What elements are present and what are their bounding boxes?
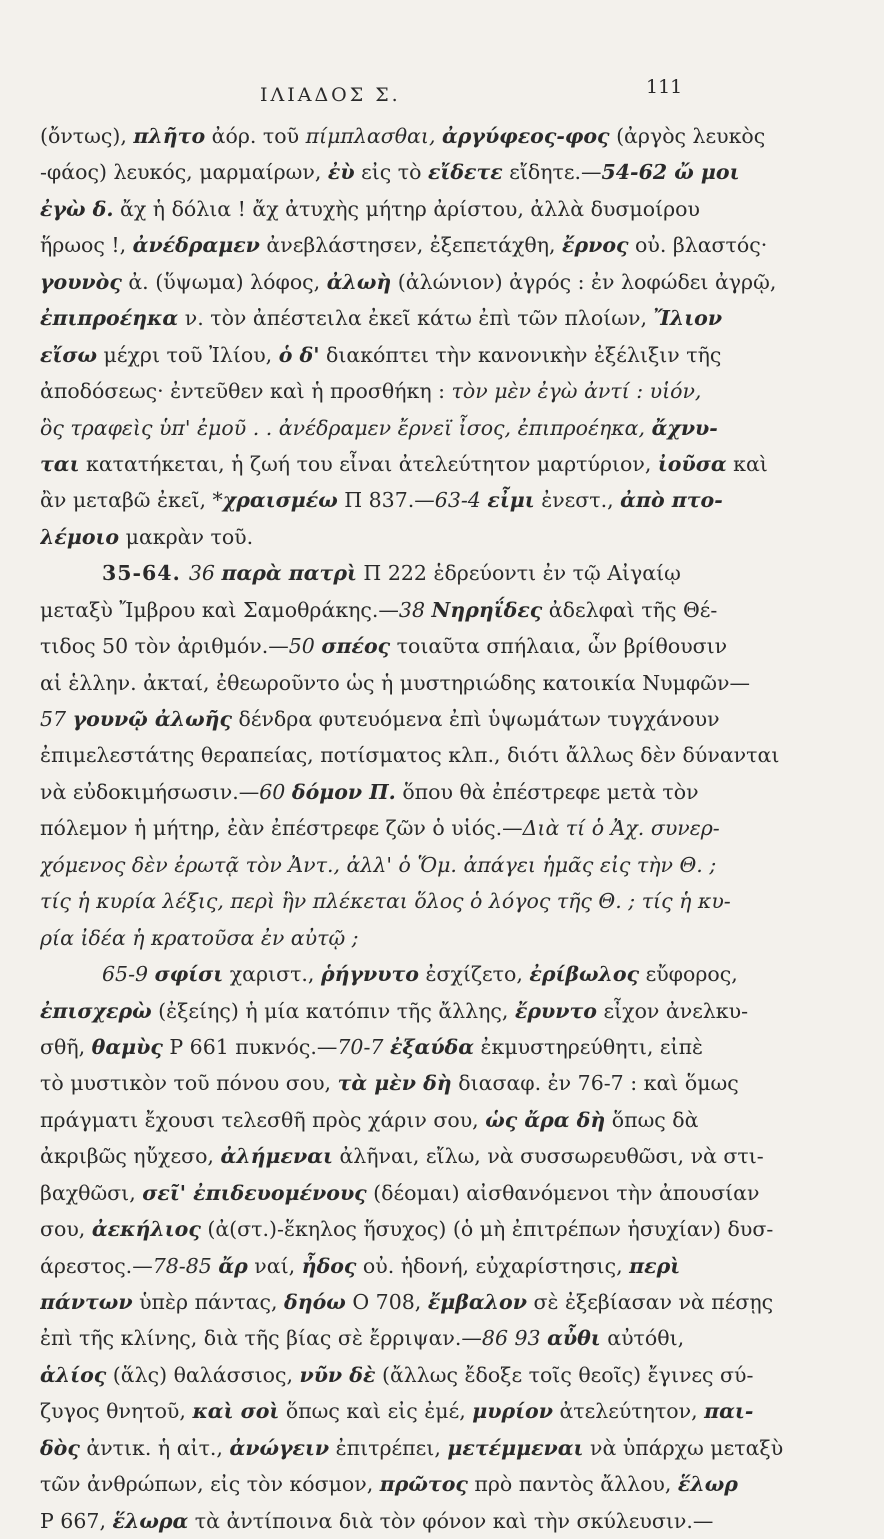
text-line [40, 628, 840, 664]
text-run: Ο 708, [345, 1290, 428, 1314]
text-line [40, 956, 840, 992]
text-line [40, 1138, 840, 1174]
text-run: πόλεμον ἡ μήτηρ, ἐὰν ἐπέστρεφε ζῶν ὁ υἱός.— [40, 816, 523, 841]
lemma-term: ἐρίβωλος [529, 962, 640, 987]
text-line [40, 847, 840, 883]
text-line [40, 1175, 840, 1211]
text-line [40, 482, 840, 518]
section-number: 35-64. [102, 561, 189, 586]
lemma-term: ὁ δ' [278, 342, 320, 367]
text-run: ἥρωος !, [40, 233, 133, 258]
text-run: σου, [40, 1217, 92, 1242]
text-line [40, 701, 840, 737]
text-run: πράγματι ἔχουσι τελεσθῆ πρὸς χάριν σου, [40, 1107, 486, 1132]
text-line [40, 300, 840, 336]
lemma-term: ἄρ [218, 1253, 248, 1278]
lemma-term: ἀλήμεναι [220, 1144, 333, 1169]
text-line [40, 519, 840, 555]
text-run: εἰς τὸ [354, 160, 428, 185]
lemma-term: μυρίον [472, 1399, 553, 1424]
text-run: ἀνέδραμεν ἔρνεϊ ἶσος, ἐπιπροέηκα, [278, 415, 652, 440]
text-run: τιδος 50 τὸν ἀριθμόν.— [40, 634, 289, 659]
text-line [40, 1284, 840, 1320]
lemma-term: περὶ [629, 1253, 681, 1278]
text-run: οὐ. βλαστός· [628, 233, 768, 258]
text-run: αἱ ἑλλην. ἀκταί, ἐθεωροῦντο ὡς ἡ μυστηριώδης κατοικία Νυμφῶν— [40, 670, 750, 695]
text-line [40, 1248, 840, 1284]
text-run: μακρὰν τοῦ. [119, 524, 254, 549]
text-run: χαριστ., [223, 962, 321, 987]
lemma-term: ἔμβαλον [427, 1290, 527, 1314]
lemma-term: ἀεκήλιος [91, 1217, 201, 1242]
text-run: ἀδελφαὶ τῆς Θέ- [542, 597, 718, 622]
text-line [40, 446, 840, 482]
text-run: 50 [288, 634, 315, 659]
text-line [40, 665, 840, 701]
text-line [40, 1029, 840, 1065]
text-run: (ἀ(στ.)-ἕκηλος ἥσυχος) (ὁ μὴ ἐπιτρέπων ἡσυχίαν) δυσ- [200, 1217, 774, 1242]
text-run: ἀκριβῶς ηὔχεσο, [40, 1144, 221, 1169]
text-run: ἀλῆναι, εἴλω, νὰ συσσωρευθῶσι, νὰ στι- [332, 1144, 764, 1169]
lemma-term: αὖθι [547, 1326, 601, 1351]
lemma-term: ἀπὸ πτο- [620, 488, 723, 513]
text-run: ζυγος θνητοῦ, [40, 1399, 193, 1424]
running-title: ΙΛΙΑΔΟΣ Σ. [260, 84, 401, 106]
text-run: μέχρι τοῦ Ἰλίου, [97, 342, 279, 367]
lemma-term: νῦν δὲ [299, 1362, 376, 1387]
text-line [40, 373, 840, 409]
text-run: αὐτόθι, [600, 1326, 685, 1351]
text-run: τῶν ἀνθρώπων, εἰς τὸν κόσμον, [40, 1472, 380, 1497]
lemma-term: παρὰ πατρὶ [221, 561, 357, 586]
text-line [40, 1503, 840, 1539]
lemma-term: ἁλίος [40, 1362, 107, 1387]
text-line [40, 1102, 840, 1138]
text-run: εἶχον ἀνελκυ- [596, 998, 749, 1023]
text-run: ἀτελεύτητον, [552, 1399, 705, 1424]
lemma-term: ἐπισχερὼ [40, 998, 152, 1023]
lemma-term: σπέος [321, 634, 391, 659]
text-run: (ἄλλως ἔδοξε τοῖς θεοῖς) ἔγινες σύ- [375, 1362, 754, 1387]
text-line [40, 118, 840, 154]
lemma-term: λέμοιο [40, 524, 120, 549]
text-run: ἐπιτρέπει, [329, 1435, 448, 1460]
lemma-term: ἰοῦσα [657, 451, 727, 476]
text-run: ἀποδόσεως· ἐντεῦθεν καὶ ἡ προσθήκη : [40, 379, 452, 404]
text-run: τοιαῦτα σπήλαια, ὧν βρίθουσιν [390, 634, 728, 659]
lemma-term: θαμὺς [91, 1034, 163, 1059]
text-run: 78-85 [152, 1253, 212, 1278]
lemma-term: ἀνέδραμεν [132, 233, 260, 258]
text-run: (ἀργὸς λευκὸς [609, 124, 766, 148]
lemma-term: πάντων [40, 1290, 133, 1314]
lemma-term: ἦδος [301, 1253, 357, 1278]
lemma-term: ἀλωὴ [326, 269, 392, 294]
text-line [40, 737, 840, 773]
text-line [40, 993, 840, 1029]
text-line [40, 337, 840, 373]
text-run: ἐσχίζετο, [418, 962, 530, 987]
lemma-term: σεῖ' ἐπιδευομένους [142, 1180, 367, 1205]
text-run: Π 837.— [337, 488, 435, 513]
text-run: τὸν μὲν ἐγὼ ἀντί : υἱόν, [451, 379, 702, 404]
text-run: 54-62 ὤ μοι [601, 160, 740, 185]
lemma-term: ἐξαύδα [389, 1034, 475, 1059]
lemma-term: ται [40, 451, 80, 476]
text-line [40, 1357, 840, 1393]
text-line [40, 920, 840, 956]
text-run: εὔφορος, [639, 962, 738, 987]
text-run: ὑπὲρ πάντας, [132, 1290, 285, 1314]
text-run: ἂν μεταβῶ ἐκεῖ, * [40, 488, 223, 513]
text-run: Π 222 ἑδρεύοντι ἐν τῷ Αἰγαίῳ [356, 561, 681, 586]
text-run: (δέομαι) αἰσθανόμενοι τὴν ἀπουσίαν [366, 1180, 760, 1205]
lemma-term: ἔρνος [562, 233, 629, 258]
lemma-term: ἀνώγειν [229, 1435, 330, 1460]
text-run: 63-4 [434, 488, 481, 513]
text-run: τὰ ἀντίποινα διὰ τὸν φόνον καὶ τὴν σκύλευσιν.— [188, 1508, 714, 1533]
text-line [40, 810, 840, 846]
lemma-term: πλῆτο [133, 124, 206, 148]
text-run: -φάος) λευκός, μαρμαίρων, [40, 160, 328, 185]
lemma-term: ἕλωρ [677, 1472, 738, 1497]
text-line [40, 1211, 840, 1247]
text-run: νὰ ὑπάρχω μεταξὺ [583, 1435, 784, 1460]
text-run: Διὰ τί ὁ Ἀχ. συνερ- [522, 816, 720, 841]
lemma-term: ἔρυντο [514, 998, 597, 1023]
text-run: πίμπλασθαι, [305, 124, 436, 148]
text-run: χόμενος δὲν ἐρωτᾷ τὸν Ἀντ., ἀλλ' ὁ Ὅμ. ἀπάγει ἡμᾶς εἰς τὴν Θ. ; [40, 852, 717, 877]
text-run: ἐκμυστηρεύθητι, εἰπὲ [474, 1034, 704, 1059]
text-line [40, 191, 840, 227]
text-run: ἐνεστ., [534, 488, 621, 513]
lemma-term: ἕλωρα [112, 1508, 189, 1533]
lemma-term: εἴσω [40, 342, 98, 367]
text-line [40, 1466, 840, 1502]
text-line [40, 1393, 840, 1429]
text-line [40, 154, 840, 190]
text-run: 36 [188, 561, 222, 586]
text-run: ἀόρ. τοῦ [205, 124, 306, 148]
text-run: άρεστος.— [40, 1253, 153, 1278]
text-run: 38 [398, 597, 426, 622]
text-run: 70-7 [337, 1034, 384, 1059]
text-run: διασαφ. ἐν 76-7 : καὶ ὅμως [451, 1071, 739, 1096]
text-line [40, 592, 840, 628]
lemma-term: παι- [704, 1399, 754, 1424]
lemma-term: σφίσι [154, 962, 224, 987]
lemma-term: καὶ σοὶ [192, 1399, 280, 1424]
text-run: 86 93 [481, 1326, 541, 1351]
text-line [40, 883, 840, 919]
lemma-term: γουνῷ ἀλωῆς [72, 707, 232, 731]
lemma-term: δηόω [284, 1290, 346, 1314]
text-run: καὶ [726, 451, 768, 476]
text-run: ἄχ ἡ δόλια ! ἄχ ἀτυχὴς μήτηρ ἀρίστου, ἀλλὰ δυσμοίρου [113, 196, 700, 221]
commentary-text [40, 118, 840, 1539]
lemma-term: εἶμι [487, 488, 535, 513]
lemma-term: Νηρηΐδες [431, 597, 543, 622]
text-run: τὸ μυστικὸν τοῦ πόνου σου, [40, 1071, 338, 1096]
text-line [40, 227, 840, 263]
text-run: ἀνεβλάστησεν, ἐξεπετάχθη, [259, 233, 563, 258]
text-line [40, 264, 840, 300]
text-run: 57 [40, 707, 73, 731]
text-run: 60 [259, 779, 286, 804]
lemma-term: πρῶτος [379, 1472, 468, 1497]
page-number: 111 [646, 76, 683, 98]
text-run: βαχθῶσι, [40, 1180, 143, 1205]
text-run: ναί, [247, 1253, 302, 1278]
text-run: πρὸ παντὸς ἄλλου, [467, 1472, 678, 1497]
text-run: σὲ ἐξεβίασαν νὰ πέσῃς [526, 1290, 774, 1314]
lemma-term: εἴδετε [427, 160, 503, 185]
text-run: τίς ἡ κυρία λέξις, περὶ ἣν πλέκεται ὅλος ὁ λόγος τῆς Θ. ; τίς ἡ κυ- [40, 889, 731, 914]
text-run: διακόπτει τὴν κανονικὴν ἐξέλιξιν τῆς [319, 342, 722, 367]
text-run: (ἀλώνιον) ἀγρός : ἐν λοφώδει ἀγρῷ, [391, 269, 777, 294]
text-run: κατατήκεται, ἡ ζωή του εἶναι ἀτελεύτητον μαρτύριον, [79, 451, 658, 476]
text-line [40, 555, 840, 591]
lemma-term: γουνὸς [40, 269, 122, 294]
text-run: ἐπιμελεστάτης θεραπείας, ποτίσματος κλπ., διότι ἄλλως δὲν δύνανται [40, 743, 780, 768]
lemma-term: ἐγὼ δ. [40, 196, 114, 221]
text-line [40, 1320, 840, 1356]
text-run: ὅπως δὰ [605, 1107, 699, 1132]
text-run: οὐ. ἡδονή, εὐχαρίστησις, [356, 1253, 630, 1278]
text-run: μεταξὺ Ἴμβρου καὶ Σαμοθράκης.— [40, 597, 399, 622]
text-run: ν. τὸν ἀπέστειλα ἐκεῖ κάτω ἐπὶ τῶν πλοίων, [178, 306, 654, 331]
text-run: (ἅλς) θαλάσσιος, [106, 1362, 300, 1387]
lemma-term: δόμον Π. [291, 779, 396, 804]
text-line [40, 410, 840, 446]
lemma-term: ὡς ἄρα δὴ [485, 1107, 606, 1132]
text-run: ὃς τραφεὶς ὑπ' ἐμοῦ . . [40, 415, 279, 440]
text-run: ρία ἰδέα ἡ κρατοῦσα ἐν αὐτῷ ; [40, 925, 359, 950]
lemma-term: ἐὺ [327, 160, 355, 185]
lemma-term: ἀργύφεος-φος [442, 124, 610, 148]
lemma-term: δὸς [40, 1435, 80, 1460]
lemma-term: ῥήγνυτο [320, 962, 419, 987]
text-line [40, 1430, 840, 1466]
text-run: εἴδητε.— [502, 160, 602, 185]
text-line [40, 1065, 840, 1101]
text-run: νὰ εὐδοκιμήσωσιν.— [40, 779, 260, 804]
text-run: 65-9 [102, 962, 155, 987]
text-run: ἀ. (ὕψωμα) λόφος, [121, 269, 327, 294]
text-run: δένδρα φυτευόμενα ἐπὶ ὑψωμάτων τυγχάνουν [231, 707, 720, 731]
text-run: ὅπου θὰ ἐπέστρεφε μετὰ τὸν [395, 779, 699, 804]
lemma-term: τὰ μὲν δὴ [337, 1071, 452, 1096]
text-run: (ὄντως), [40, 124, 134, 148]
text-run: (ἐξείης) ἡ μία κατόπιν τῆς ἄλλης, [151, 998, 515, 1023]
text-run: ὅπως καὶ εἰς ἐμέ, [279, 1399, 473, 1424]
text-run: Ρ 667, [40, 1508, 113, 1533]
lemma-term: χραισμέω [222, 488, 338, 513]
lemma-term: μετέμμεναι [447, 1435, 584, 1460]
text-run: Ρ 661 πυκνός.— [162, 1034, 338, 1059]
text-line [40, 774, 840, 810]
text-run: σθῆ, [40, 1034, 92, 1059]
text-run: ἀντικ. ἡ αἰτ., [79, 1435, 230, 1460]
text-run: ἐπὶ τῆς κλίνης, διὰ τῆς βίας σὲ ἔρριψαν.— [40, 1326, 482, 1351]
lemma-term: Ἴλιον [653, 306, 723, 331]
lemma-term: ἄχνυ- [651, 415, 718, 440]
lemma-term: ἐπιπροέηκα [40, 306, 179, 331]
